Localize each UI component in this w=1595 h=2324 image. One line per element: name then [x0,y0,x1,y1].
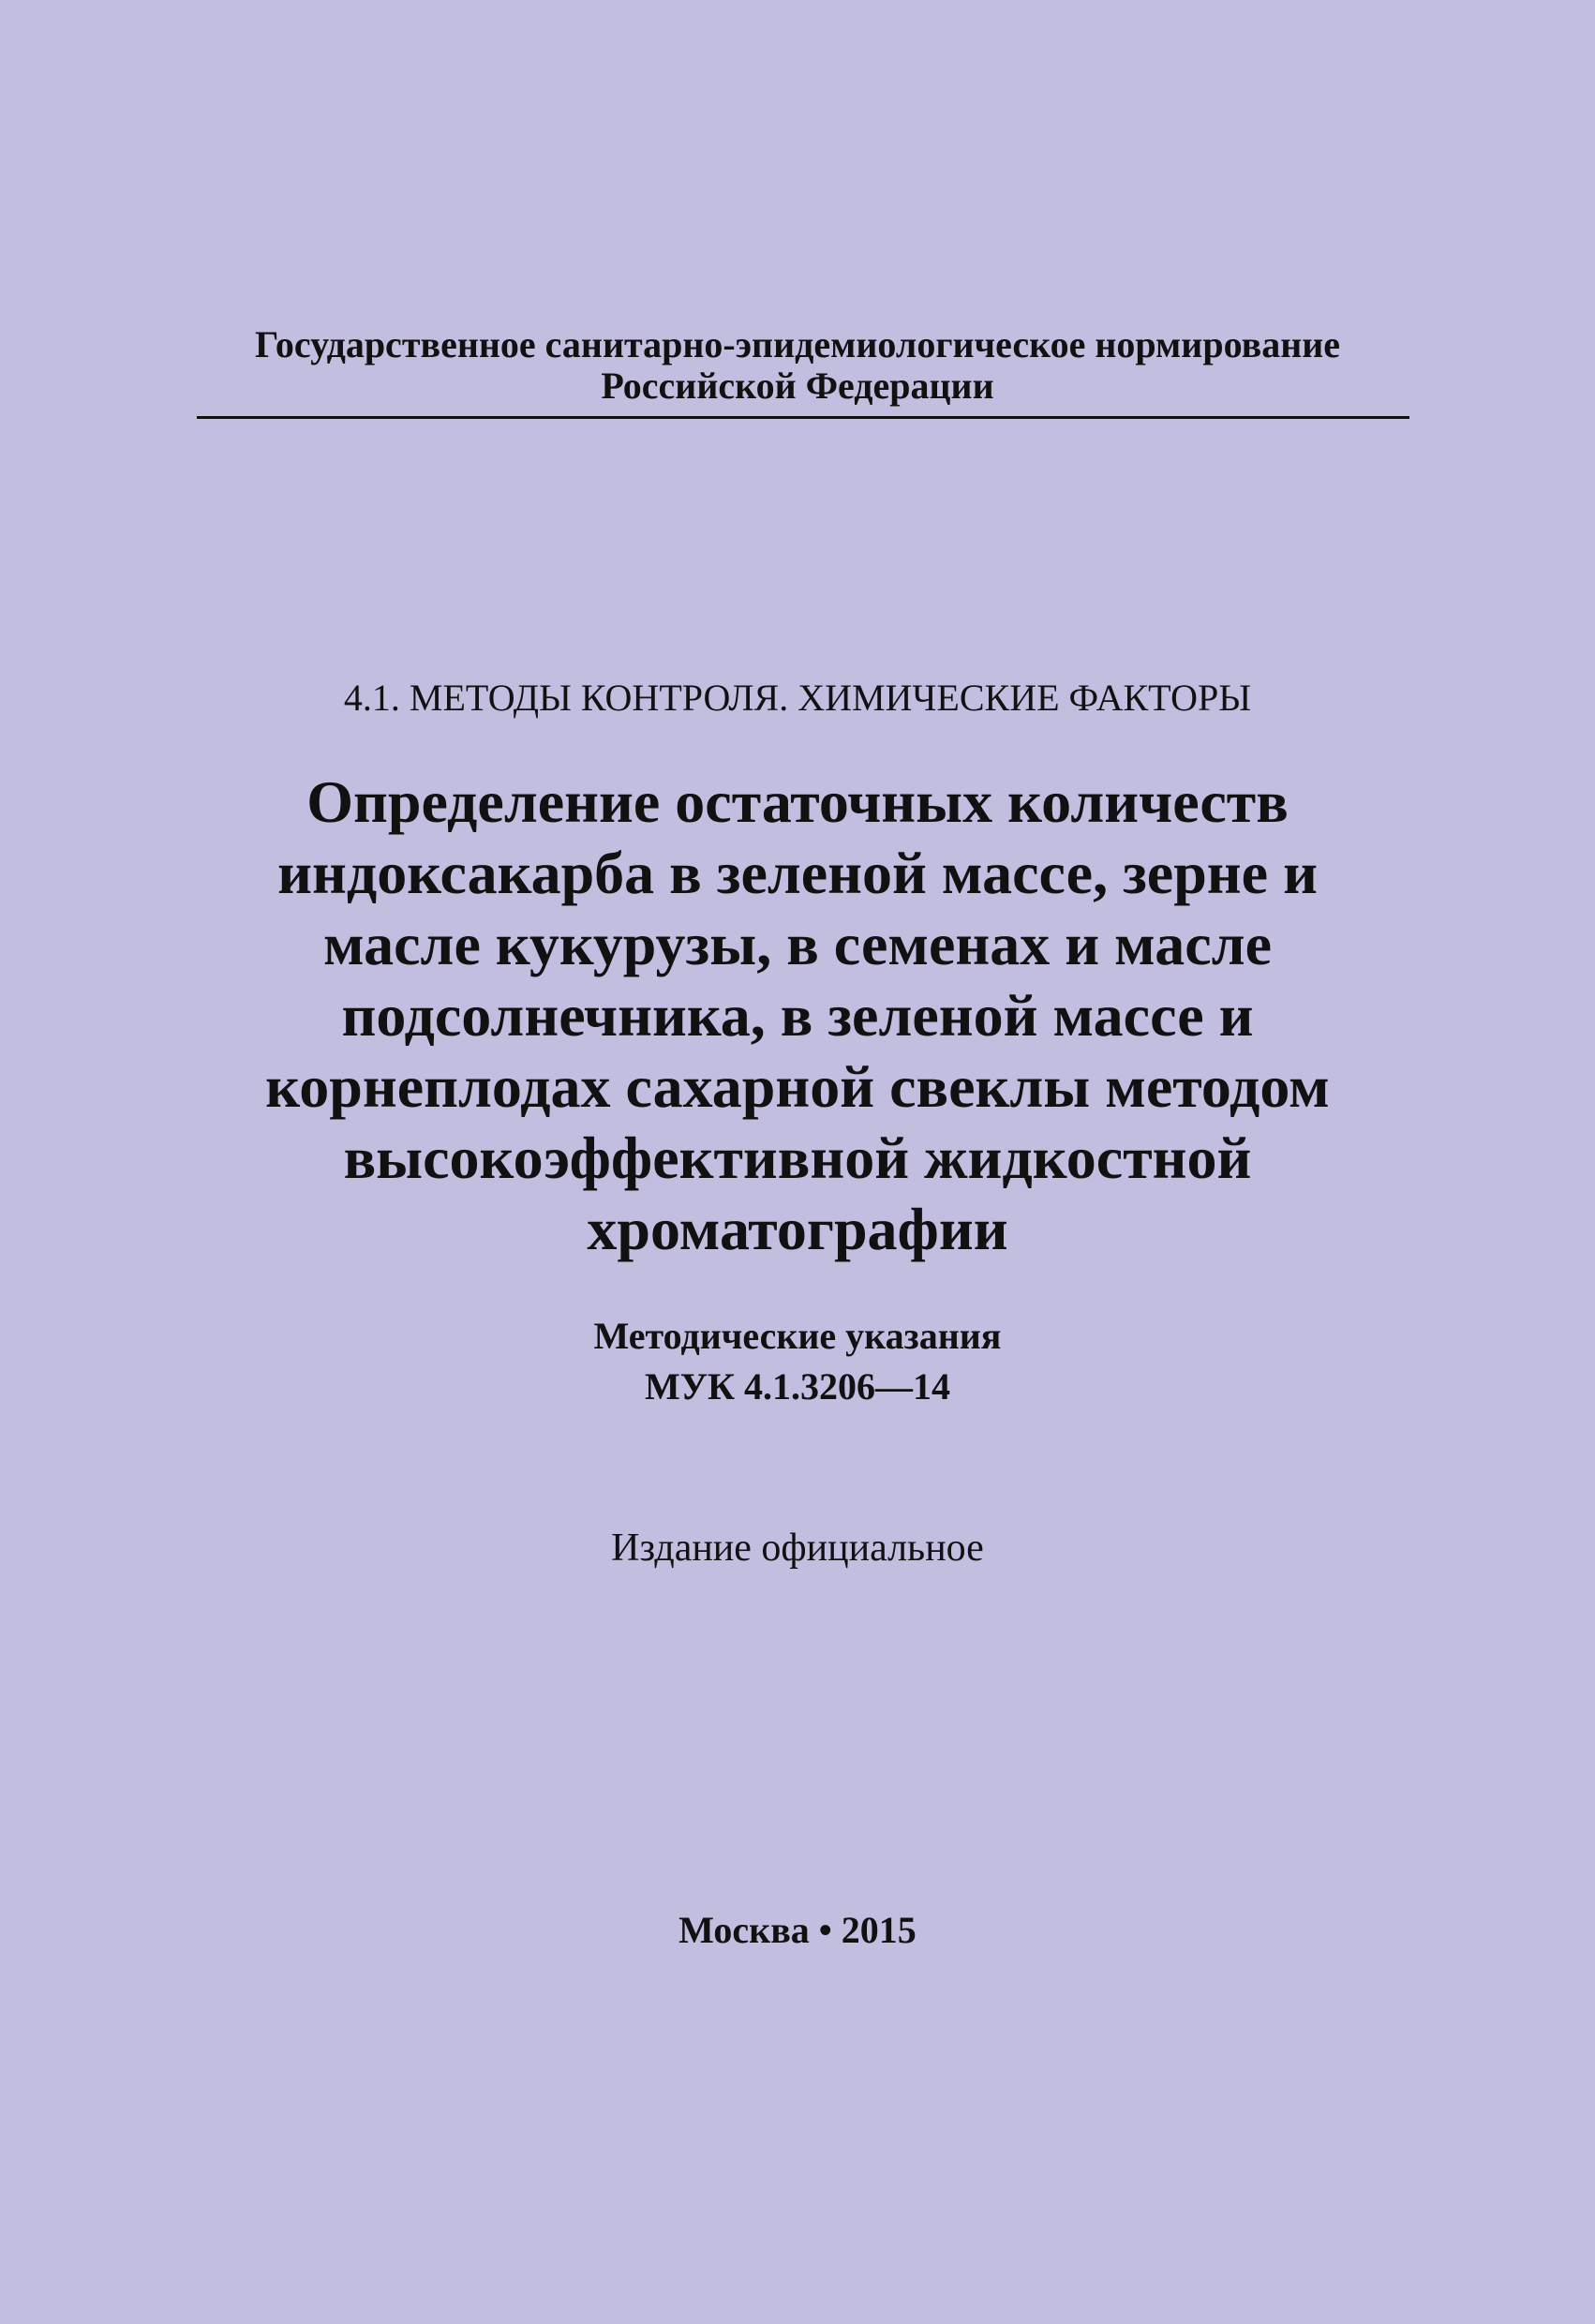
imprint: Москва • 2015 [678,1909,917,1951]
title-line: Определение остаточных количеств [306,768,1289,835]
header-divider [197,416,1409,419]
series-label: 4.1. МЕТОДЫ КОНТРОЛЯ. ХИМИЧЕСКИЕ ФАКТОРЫ [343,677,1252,719]
title-line: масле кукурузы, в семенах и масле [322,911,1273,977]
title-line: корнеплодах сахарной свеклы методом [265,1053,1330,1120]
issuer-line-1: Государственное санитарно-эпидемиологическое нормирование [254,323,1341,365]
document-number: МУК 4.1.3206—14 [644,1365,951,1408]
issuer-heading [0,324,1595,407]
document-title [0,767,1595,1265]
title-line: индоксакарба в зеленой массе, зерне и [277,840,1318,906]
title-line: подсолнечника, в зеленой массе и [341,982,1254,1049]
document-type-label: Методические указания [593,1315,1002,1357]
document-type [0,1311,1595,1412]
title-line: хроматографии [587,1196,1008,1262]
issuer-line-2: Российской Федерации [601,365,994,407]
title-line: высокоэффективной жидкостной [343,1125,1252,1191]
edition-label: Издание официальное [611,1527,984,1570]
